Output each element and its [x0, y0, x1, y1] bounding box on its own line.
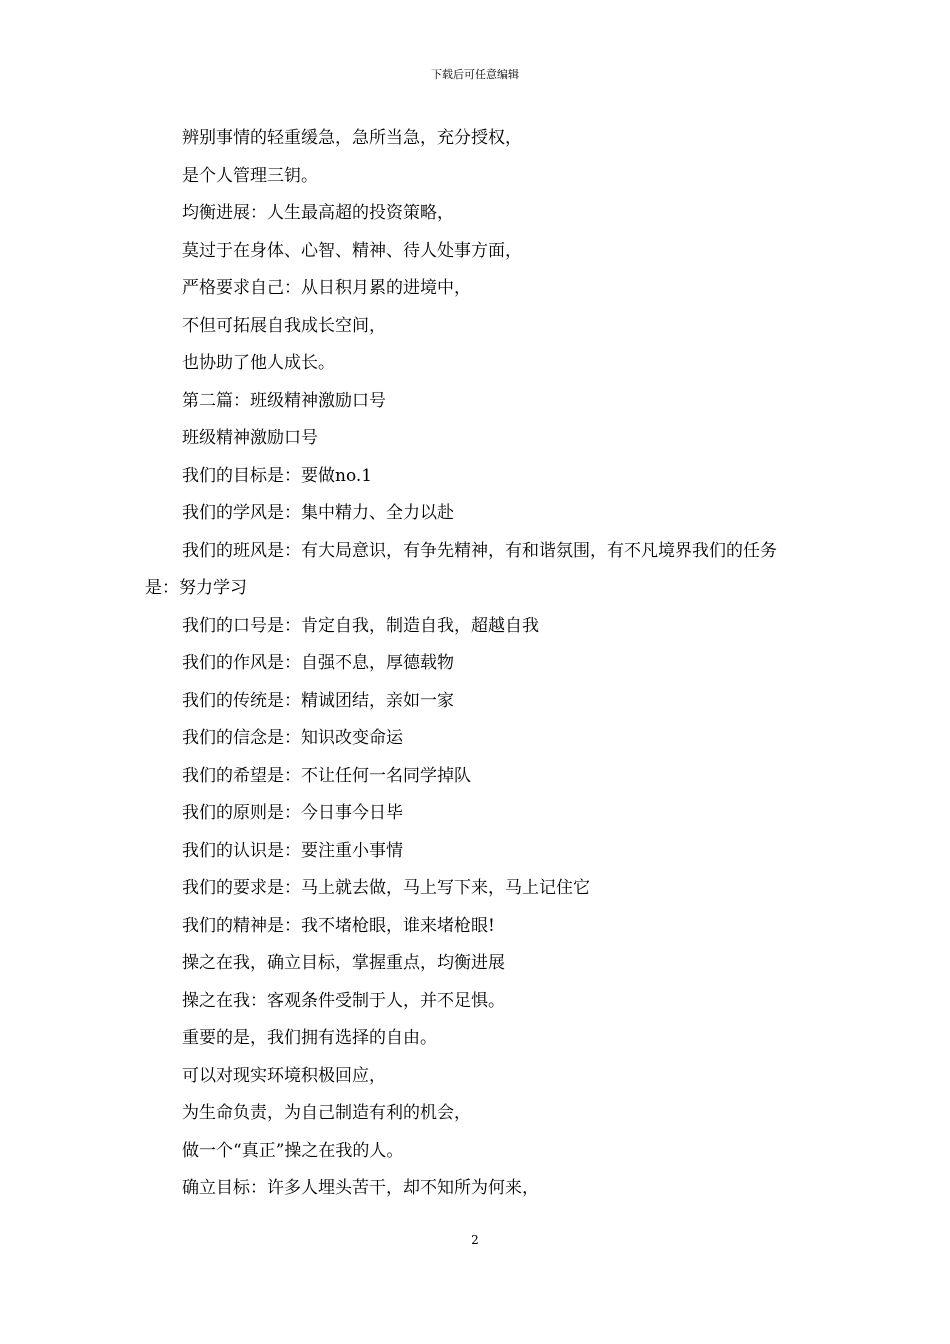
paragraph: 我们的要求是：马上就去做，马上写下来，马上记住它	[182, 878, 590, 898]
paragraph: 可以对现实环境积极回应，	[182, 1065, 386, 1086]
page-header: 下载后可任意编辑	[431, 68, 519, 81]
paragraph: 我们的原则是：今日事今日毕	[182, 803, 403, 823]
paragraph: 我们的传统是：精诚团结，亲如一家	[182, 690, 454, 711]
paragraph: 操之在我：客观条件受制于人，并不足惧。	[182, 990, 505, 1011]
paragraph: 我们的目标是：要做no.1	[182, 465, 373, 486]
paragraph: 重要的是，我们拥有选择的自由。	[182, 1028, 437, 1048]
document-body	[145, 120, 810, 1208]
paragraph: 我们的口号是：肯定自我，制造自我，超越自我	[182, 615, 539, 636]
paragraph: 我们的班风是：有大局意识，有争先精神，有和谐氛围，有不凡境界我们的任务是：努力学习	[145, 540, 777, 598]
paragraph: 确立目标：许多人埋头苦干，却不知所为何来，	[182, 1178, 539, 1198]
paragraph: 我们的希望是：不让任何一名同学掉队	[182, 765, 471, 786]
page-number: 2	[471, 1233, 479, 1247]
paragraph: 做一个“真正”操之在我的人。	[182, 1140, 404, 1161]
paragraph: 我们的信念是：知识改变命运	[182, 728, 403, 748]
paragraph: 辨别事情的轻重缓急，急所当急，充分授权，	[182, 128, 522, 148]
paragraph: 也协助了他人成长。	[182, 353, 335, 373]
paragraph: 我们的学风是：集中精力、全力以赴	[182, 503, 454, 523]
paragraph: 均衡进展：人生最高超的投资策略，	[182, 203, 454, 223]
section-heading: 第二篇：班级精神激励口号	[182, 390, 386, 411]
section-title: 班级精神激励口号	[182, 428, 318, 448]
paragraph: 我们的认识是：要注重小事情	[182, 840, 403, 861]
paragraph: 为生命负责，为自己制造有利的机会，	[182, 1103, 471, 1123]
paragraph: 我们的精神是：我不堵枪眼，谁来堵枪眼!	[182, 915, 495, 936]
paragraph: 严格要求自己：从日积月累的进境中，	[182, 278, 471, 298]
paragraph: 操之在我，确立目标，掌握重点，均衡进展	[182, 953, 505, 973]
paragraph: 是个人管理三钥。	[182, 165, 318, 186]
paragraph: 我们的作风是：自强不息，厚德载物	[182, 653, 454, 673]
paragraph: 莫过于在身体、心智、精神、待人处事方面，	[182, 240, 522, 261]
paragraph: 不但可拓展自我成长空间，	[182, 315, 386, 336]
